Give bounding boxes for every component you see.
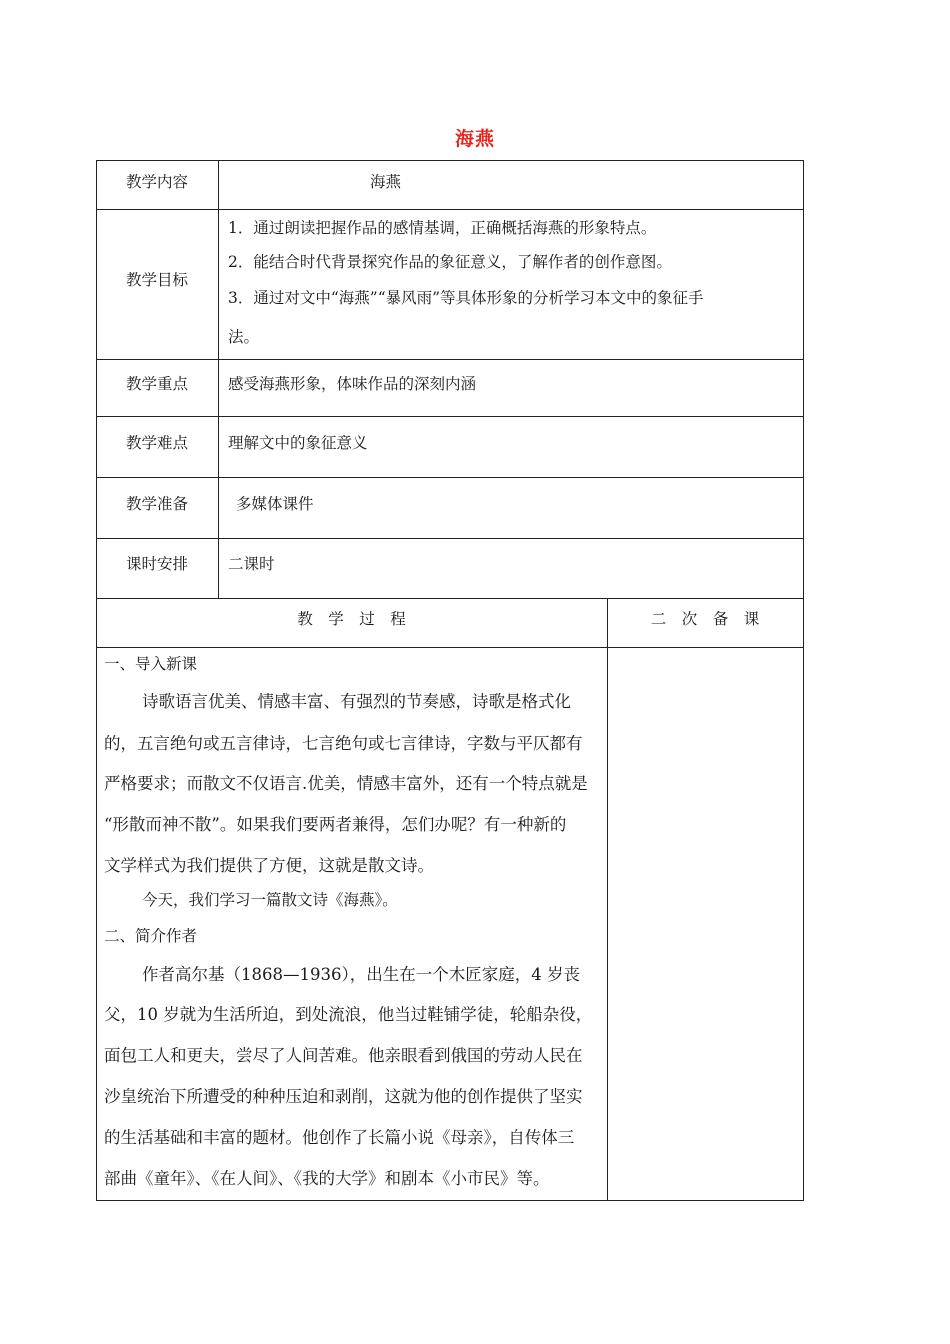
paragraph-line: “形散而神不散”。如果我们要两者兼得，怎们办呢？有一种新的 — [104, 815, 567, 834]
row-divider — [96, 416, 804, 417]
row-label-preparation: 教学准备 — [125, 495, 188, 513]
row-divider — [96, 647, 804, 648]
table-border-left — [96, 160, 97, 1201]
paragraph-line: 部曲《童年》、《在人间》、《我的大学》和剧本《小市民》等。 — [104, 1169, 550, 1188]
row-label-goals: 教学目标 — [125, 271, 188, 289]
goal-item: 3．通过对文中“海燕”“暴风雨”等具体形象的分析学习本文中的象征手 — [228, 289, 704, 307]
table-border-right — [803, 160, 804, 1201]
goal-item: 法。 — [228, 328, 260, 346]
row-divider — [96, 359, 804, 360]
goal-item: 1．通过朗读把握作品的感情基调，正确概括海燕的形象特点。 — [228, 219, 657, 237]
row-divider — [96, 598, 804, 599]
table-border-top — [96, 160, 804, 161]
table-border-bottom — [96, 1200, 804, 1201]
row-divider — [96, 477, 804, 478]
paragraph-line: 文学样式为我们提供了方便，这就是散文诗。 — [104, 856, 434, 875]
paragraph-line: 今天，我们学习一篇散文诗《海燕》。 — [142, 891, 398, 909]
paragraph-line: 沙皇统治下所遭受的种种压迫和剥削，这就为他的创作提供了坚实 — [104, 1087, 583, 1106]
label-column-divider — [218, 160, 219, 598]
section-heading: 一、导入新课 — [104, 655, 198, 673]
row-divider — [96, 538, 804, 539]
content-value: 海燕 — [370, 173, 402, 191]
paragraph-line: 父，10 岁就为生活所迫，到处流浪，他当过鞋铺学徒，轮船杂役， — [104, 1005, 593, 1024]
notes-header: 二 次 备 课 — [650, 610, 760, 628]
paragraph-line: 严格要求；而散文不仅语言.优美，情感丰富外，还有一个特点就是 — [104, 774, 588, 793]
row-divider — [96, 209, 804, 210]
section-heading: 二、简介作者 — [104, 927, 198, 945]
paragraph-line: 面包工人和更夫，尝尽了人间苦难。他亲眼看到俄国的劳动人民在 — [104, 1046, 583, 1065]
document-title: 海燕 — [454, 128, 495, 150]
goal-item: 2．能结合时代背景探究作品的象征意义，了解作者的创作意图。 — [228, 253, 672, 271]
paragraph-line: 作者高尔基（1868—1936），出生在一个木匠家庭，4 岁丧 — [142, 965, 580, 984]
process-header: 教 学 过 程 — [297, 610, 406, 628]
paragraph-line: 的，五言绝句或五言律诗，七言绝句或七言律诗，字数与平仄都有 — [104, 734, 583, 753]
paragraph-line: 诗歌语言优美、情感丰富、有强烈的节奏感，诗歌是格式化 — [142, 692, 571, 711]
row-label-key-points: 教学重点 — [125, 375, 188, 393]
paragraph-line: 的生活基础和丰富的题材。他创作了长篇小说《母亲》，自传体三 — [104, 1128, 575, 1147]
key-points-value: 感受海燕形象，体味作品的深刻内涵 — [228, 375, 477, 393]
schedule-value: 二课时 — [228, 555, 275, 573]
row-label-schedule: 课时安排 — [125, 555, 188, 573]
preparation-value: 多媒体课件 — [236, 495, 314, 513]
row-label-difficulties: 教学难点 — [125, 434, 188, 452]
row-label-content: 教学内容 — [125, 173, 188, 191]
difficulties-value: 理解文中的象征意义 — [228, 434, 368, 452]
